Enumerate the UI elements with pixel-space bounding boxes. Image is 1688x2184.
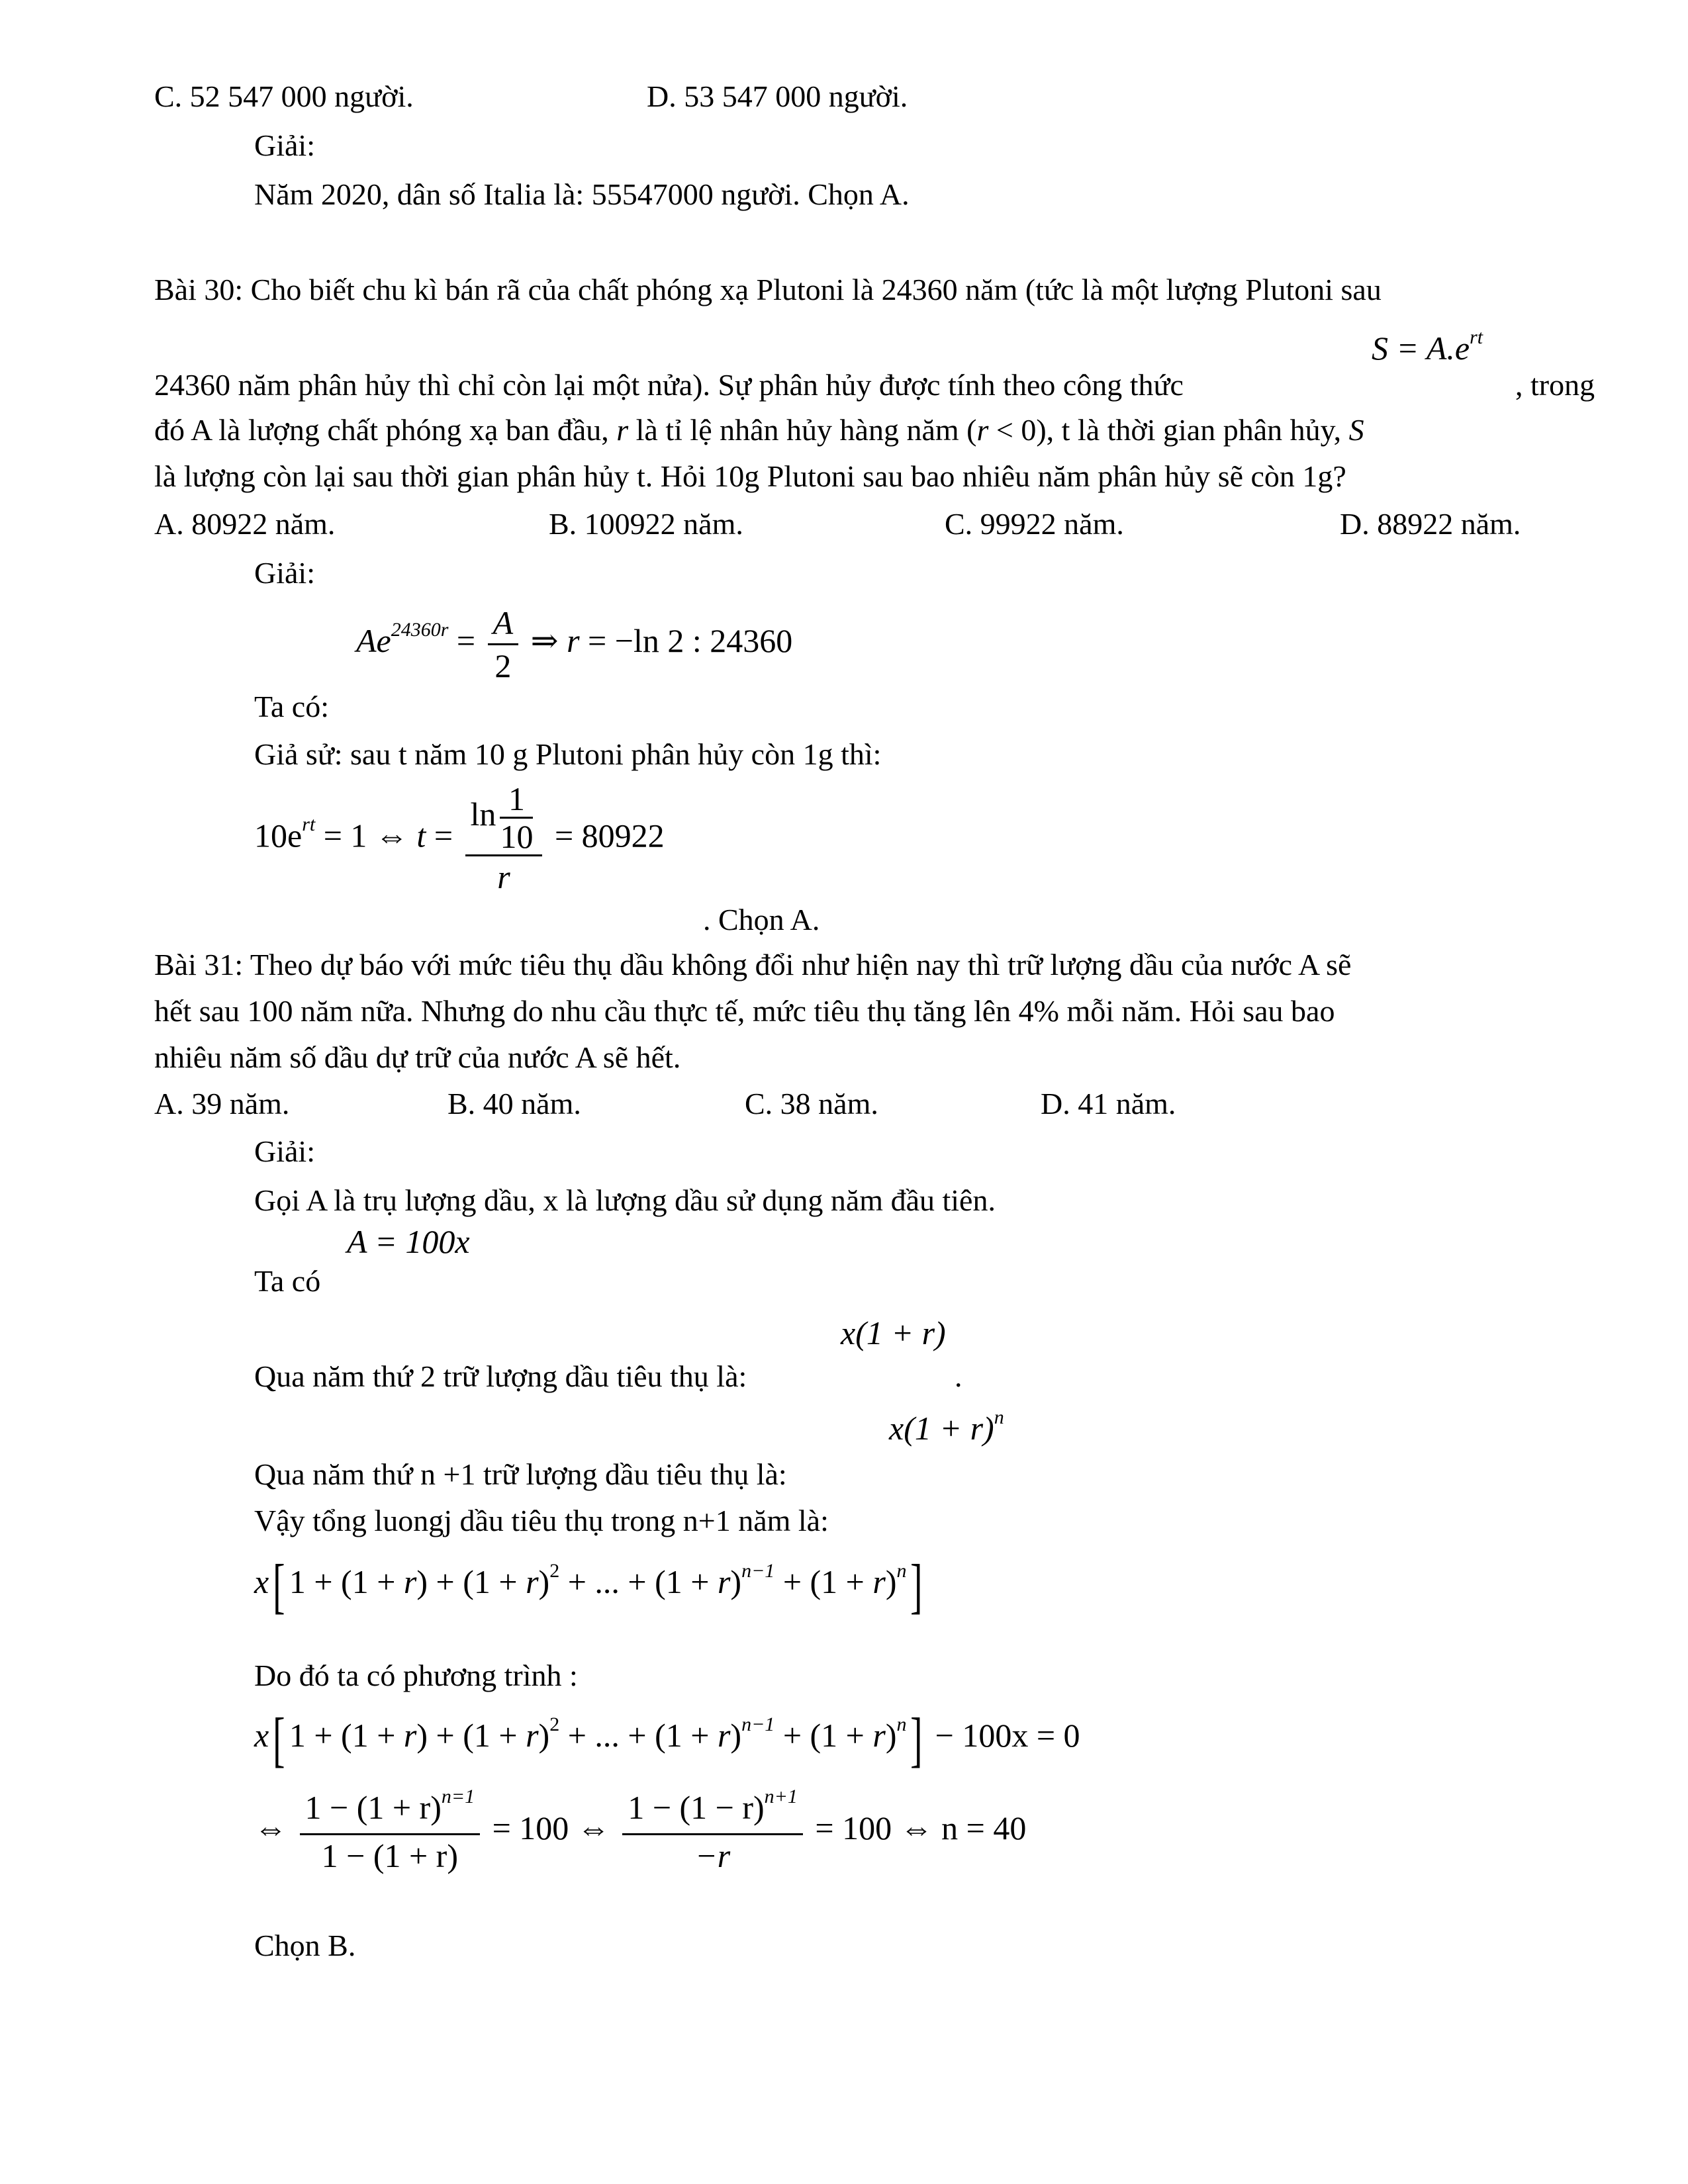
definition-line: Gọi A là trụ lượng dầu, x là lượng dầu sử dụng năm đầu tiên. (254, 1183, 996, 1217)
option-c: C. 52 547 000 người. (154, 79, 414, 113)
year-2-line: Qua năm thứ 2 trữ lượng dầu tiêu thụ là: (254, 1359, 747, 1393)
solution-answer: Năm 2020, dân số Italia là: 55547000 người. Chọn A. (254, 177, 910, 211)
equation-time: $10e^{rt} = 1$ ⇔ t = ln $\frac{1}{10}$ r = 80922 (254, 780, 665, 895)
option-a: A. 39 năm. (154, 1087, 290, 1120)
equation-intro: Do đó ta có phương trình : (254, 1659, 578, 1692)
option-d: D. 53 547 000 người. (647, 79, 908, 113)
option-b: B. 100922 năm. (549, 507, 743, 541)
equation-reserve: A = 100x (347, 1223, 470, 1260)
assumption-line: Giả sử: sau t năm 10 g Plutoni phân hủy còn 1g thì: (254, 737, 882, 771)
problem-30-line-1: Bài 30: Cho biết chu kì bán rã của chất phóng xạ Plutoni là 24360 năm (tức là một lượng Plutoni sau (154, 273, 1382, 306)
year-2-dot: . (955, 1359, 962, 1393)
choose-answer: . Chọn A. (703, 903, 820, 936)
ta-co-label: Ta có (254, 1264, 321, 1298)
option-a: A. 80922 năm. (154, 507, 336, 541)
problem-30-line-2a: 24360 năm phân hủy thì chỉ còn lại một nửa). Sự phân hủy được tính theo công thức (154, 368, 1184, 402)
equation-solution: ⇔ $\frac{1 - (1 + r)^{n=1}}{1 - (1 + r)}$ = 100 ⇔ $\frac{1 - (1 - r)^{n+1}}{-r}$ = 100 ⇔ n = 40 (254, 1786, 1027, 1874)
equation-year-2: x(1 + r) (841, 1314, 946, 1351)
problem-30-line-3: đó A là lượng chất phóng xạ ban đầu, r là tỉ lệ nhân hủy hàng năm (r < 0), t là thời gian phân hủy, S (154, 413, 1364, 447)
problem-31-line-1: Bài 31: Theo dự báo với mức tiêu thụ dầu không đổi như hiện nay thì trữ lượng dầu của nước A sẽ (154, 948, 1352, 981)
problem-31-line-3: nhiêu năm số dầu dự trữ của nước A sẽ hết. (154, 1040, 681, 1074)
equation-main: x[ $1 + (1 + r) + (1 + r)^2$ + ... + $(1 + r)^{n-1} + (1 + r)^n] - 100x = 0$ (254, 1705, 1080, 1773)
option-c: C. 38 năm. (745, 1087, 878, 1120)
option-b: B. 40 năm. (447, 1087, 581, 1120)
option-d: D. 88922 năm. (1340, 507, 1521, 541)
equation-year-n: $x(1 + r)^n$ (889, 1406, 1004, 1447)
option-c: C. 99922 năm. (945, 507, 1124, 541)
equation-half-life: $Ae^{24360r}$ = $\frac{A}{2}$ ⇒ r = −ln 2 : 24360 (356, 602, 792, 686)
ta-co-label: Ta có: (254, 690, 330, 723)
year-n-line: Qua năm thứ n +1 trữ lượng dầu tiêu thụ là: (254, 1457, 787, 1491)
problem-31-line-2: hết sau 100 năm nữa. Nhưng do nhu cầu thực tế, mức tiêu thụ tăng lên 4% mỗi năm. Hỏi sau bao (154, 994, 1335, 1028)
decay-formula: $S = A.e^{rt}$ (1372, 326, 1483, 367)
problem-30-line-4: là lượng còn lại sau thời gian phân hủy t. Hỏi 10g Plutoni sau bao nhiêu năm phân hủy sẽ còn 1g? (154, 459, 1346, 493)
total-line: Vậy tổng luongj dầu tiêu thụ trong n+1 năm là: (254, 1504, 829, 1537)
problem-30-line-2b: , trong (1515, 368, 1595, 402)
option-d: D. 41 năm. (1041, 1087, 1176, 1120)
solution-label: Giải: (254, 1134, 315, 1168)
choose-answer: Chọn B. (254, 1929, 356, 1962)
equation-sum: x[ $1 + (1 + r) + (1 + r)^2$ + ... + $(1 + r)^{n-1} + (1 + r)^n$] (254, 1551, 923, 1619)
solution-label: Giải: (254, 556, 315, 590)
solution-label: Giải: (254, 128, 315, 162)
